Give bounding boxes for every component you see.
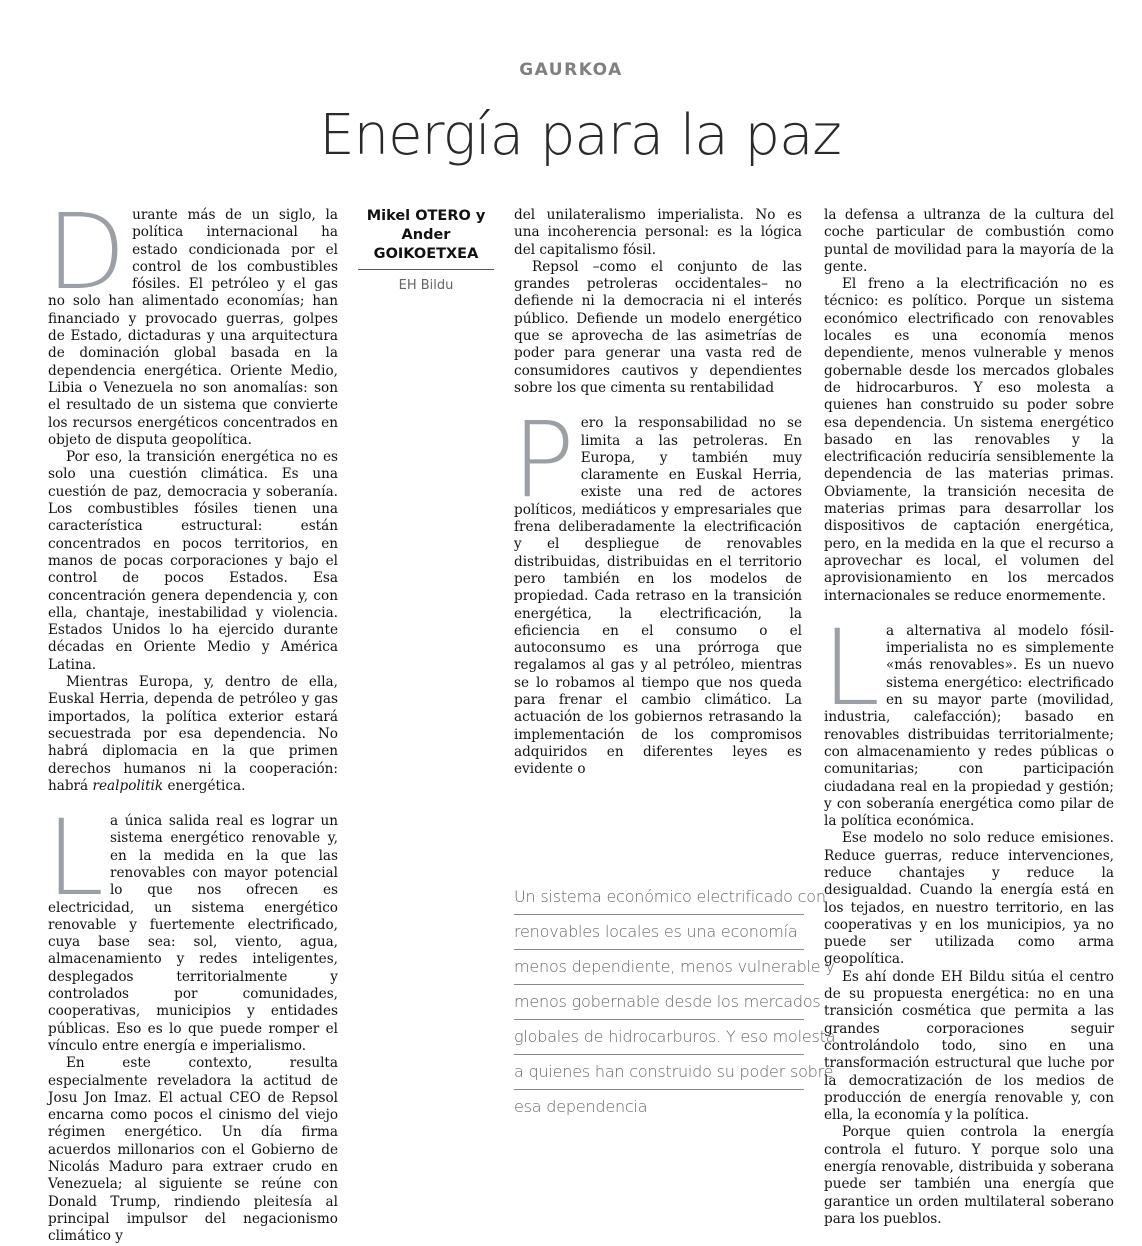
paragraph: Durante más de un siglo, la política internacional ha estado condicionada por el control de los combustibles fósiles. El petróleo y el gas no solo han alimentado economías; han financiado y provocado guerras, golpes de Estado, dictaduras y una arquitectura de dominación global basada en la dependencia energética. Oriente Medio, Libia o Venezuela no son anomalías: son el resultado de un sistema que convierte los recursos energéticos concentrados en objeto de disputa geopolítica. — [46, 191, 338, 448]
pull-quote-line: renovables locales es una economía — [514, 915, 804, 950]
pull-quote-line: Un sistema económico electrificado con — [514, 880, 804, 915]
paragraph: Pero la responsabilidad no se limita a las petroleras. En Europa, y también muy claramente en Euskal Herria, existe una red de actores políticos, mediáticos y empresariales que frena deliberadamente la electrificación y el despliegue de renovables distribuidas, distribuidas en el territorio pero también en los modelos de propiedad. Cada retraso en la transición energética, la electrificación, la eficiencia en el consumo o el autoconsumo es una prórroga que regalamos al gas y al petróleo, mientras se lo robamos al tiempo que nos queda para frenar el cambio climático. La actuación de los gobiernos retrasando la implementación de los compromisos adquiridos en diferentes leyes es evidente o — [512, 399, 802, 778]
paragraph: Es ahí donde EH Bildu sitúa el centro de su propuesta energética: no en una transición cosmética que permita a las grandes corporaciones seguir controlándolo todo, sino en una transformación estructural que luche por la democratización de los medios de producción de energía renovable y, con ella, la economía y la política. — [824, 968, 1114, 1124]
article-column-3 — [514, 207, 802, 779]
paragraph: Por eso, la transición energética no es solo una cuestión climática. Es una cuestión de paz, democracia y soberanía. Los combustibles fósiles tienen una característica estructural: están concentrados en pocos territorios, en manos de pocas corporaciones y bajo el control de pocos Estados. Esa concentración genera dependencia y, con ella, chantaje, inestabilidad y violencia. Estados Unidos lo ha ejercido durante décadas en Oriente Medio y América Latina. — [48, 449, 338, 673]
pull-quote-line: esa dependencia — [514, 1097, 648, 1116]
drop-cap: L — [822, 606, 880, 729]
article-column-1 — [46, 191, 338, 1246]
byline-authors: Mikel OTERO y Ander GOIKOETXEA — [366, 208, 486, 262]
drop-cap: L — [46, 797, 104, 920]
drop-cap: P — [512, 399, 575, 522]
paragraph: Ese modelo no solo reduce emisiones. Reduce guerras, reduce intervenciones, reduce chantajes y reduce la desigualdad. Cuando la energía está en los tejados, en nuestro territorio, en las cooperativas y en los municipios, ya no puede ser utilizada como arma geopolítica. — [824, 830, 1114, 968]
paragraph: del unilateralismo imperialista. No es una incoherencia personal: es la lógica del capitalismo fósil. — [514, 207, 802, 258]
italic-term: realpolitik — [92, 777, 164, 794]
paragraph: La única salida real es lograr un sistema energético renovable y, en la medida en la que las renovables con mayor potencial lo que nos ofrecen es electricidad, un sistema energético renovable y fuertemente electrificado, cuya base sea: sol, viento, agua, almacenamiento y redes inteligentes, desplegados territorialmente y controlados por comunidades, cooperativas, municipios y entidades públicas. Eso es lo que puede romper el vínculo entre energía e imperialismo. — [46, 797, 338, 1054]
paragraph: En este contexto, resulta especialmente reveladora la actitud de Josu Jon Imaz. El actual CEO de Repsol encarna como pocos el cinismo del viejo régimen energético. Un día firma acuerdos millonarios con el Gobierno de Nicolás Maduro para extraer crudo en Venezuela; al siguiente se reúne con Donald Trump, rindiendo pleitesía al principal impulsor del negacionismo climático y — [48, 1055, 338, 1245]
section-label: GAURKOA — [519, 60, 623, 80]
byline — [358, 207, 494, 293]
drop-cap: D — [46, 191, 127, 313]
article-column-4 — [824, 207, 1114, 1228]
pull-quote-line: menos dependiente, menos vulnerable y — [514, 950, 804, 985]
byline-divider — [358, 269, 494, 270]
pull-quote-line: a quienes han construido su poder sobre — [514, 1055, 804, 1090]
paragraph: Repsol –como el conjunto de las grandes petroleras occidentales– no defiende ni la democracia ni el interés público. Defiende un modelo energético que se aprovecha de las asimetrías de poder para generar una vasta red de consumidores cautivos y dependientes sobre los que cimenta su rentabilidad — [514, 258, 802, 396]
paragraph: El freno a la electrificación no es técnico: es político. Porque un sistema económico electrificado con renovables locales es una economía menos dependiente, menos vulnerable y menos gobernable desde los mercados globales de hidrocarburos. Y eso molesta a quienes han construido su poder sobre esa dependencia. Un sistema energético basado en las renovables y la electrificación reduciría sensiblemente la dependencia de las materias primas. Obviamente, la transición necesita de materias primas para desarrollar los dispositivos de captación energética, pero, en la medida en la que el recurso a aprovechar es local, el volumen del aprovisionamiento en los mercados internacionales se reduce enormemente. — [824, 276, 1114, 604]
pull-quote-line: menos gobernable desde los mercados — [514, 985, 804, 1020]
paragraph: Porque quien controla la energía controla el futuro. Y porque solo una energía renovable, distribuida y soberana puede ser también una energía que garantice un orden multilateral soberano para los pueblos. — [824, 1124, 1114, 1227]
pull-quote — [514, 880, 836, 1124]
article-headline: Energía para la paz — [319, 103, 841, 168]
paragraph: La alternativa al modelo fósil-imperialista no es simplemente «más renovables». Es un nuevo sistema energético: electrificado en su mayor parte (movilidad, industria, calefacción); basado en renovables distribuidas territorialmente; con almacenamiento y redes públicas o comunitarias; con participación ciudadana real en la propiedad y gestión; y con soberanía energética como pilar de la política económica. — [822, 606, 1114, 830]
pull-quote-line: globales de hidrocarburos. Y eso molesta — [514, 1020, 804, 1055]
paragraph: la defensa a ultranza de la cultura del coche particular de combustión como puntal de movilidad para la mayoría de la gente. — [824, 207, 1114, 275]
paragraph: Mientras Europa, y, dentro de ella, Euskal Herria, dependa de petróleo y gas importados, la política exterior estará secuestrada por esa dependencia. No habrá diplomacia en la que primen derechos humanos ni la cooperación: habrá realpolitik energética. — [48, 674, 338, 794]
byline-party: EH Bildu — [398, 278, 454, 293]
